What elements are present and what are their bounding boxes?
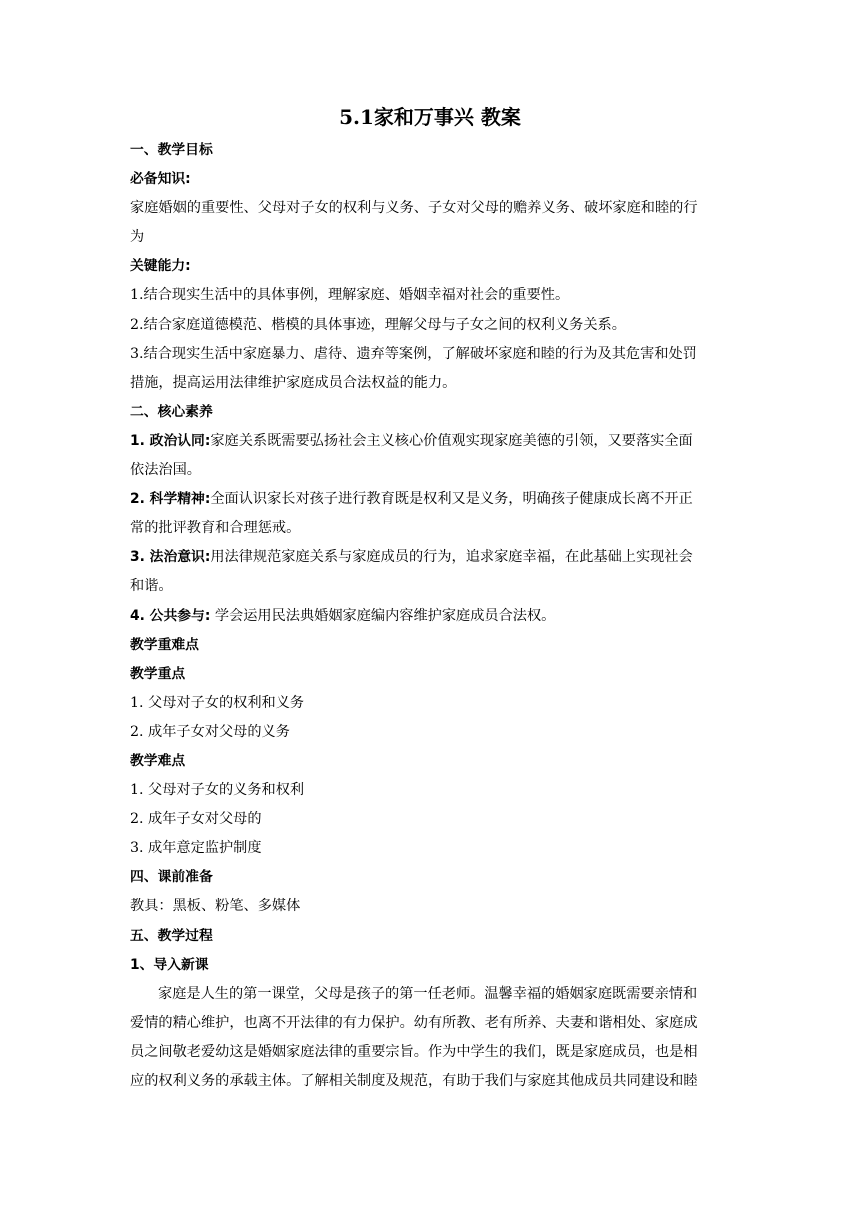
intro-heading: 1、导入新课 [130, 956, 209, 973]
literacy-item-continued: 常的批评教育和合理惩戒。 [130, 520, 301, 537]
difficulty-heading: 教学难点 [130, 752, 186, 769]
literacy-label: 4. 公共参与: [130, 607, 211, 624]
difficulty-item: 3. 成年意定监护制度 [130, 840, 262, 857]
literacy-item [130, 543, 730, 572]
knowledge-text-line: 为 [130, 229, 145, 246]
intro-paragraph-line: 家庭是人生的第一课堂，父母是孩子的第一任老师。温馨幸福的婚姻家庭既需要亲情和 [158, 985, 698, 1002]
difficulty-item: 2. 成年子女对父母的 [130, 811, 262, 828]
literacy-label: 1. 政治认同: [130, 432, 211, 449]
document-title: 5.1家和万事兴 教案 [339, 105, 521, 129]
ability-item: 2.结合家庭道德模范、楷模的具体事迹，理解父母与子女之间的权利义务关系。 [130, 316, 626, 333]
section-heading-literacy: 二、核心素养 [130, 403, 213, 420]
literacy-item-continued: 和谐。 [130, 578, 173, 595]
key-point-item: 2. 成年子女对父母的义务 [130, 723, 290, 740]
literacy-text: 学会运用民法典婚姻家庭编内容维护家庭成员合法权。 [210, 607, 556, 624]
literacy-label: 2. 科学精神: [130, 491, 211, 508]
knowledge-heading: 必备知识: [130, 171, 191, 188]
key-difficulty-heading: 教学重难点 [130, 636, 199, 653]
literacy-text: 全面认识家长对孩子进行教育既是权利又是义务，明确孩子健康成长离不开正 [210, 491, 693, 508]
section-heading-preparation: 四、课前准备 [130, 869, 213, 886]
ability-item: 1.结合现实生活中的具体事例，理解家庭、婚姻幸福对社会的重要性。 [130, 287, 570, 304]
section-heading-process: 五、教学过程 [130, 927, 213, 944]
literacy-item [130, 485, 730, 514]
literacy-label: 3. 法治意识: [130, 549, 211, 566]
literacy-text: 家庭关系既需要弘扬社会主义核心价值观实现家庭美德的引领，又要落实全面 [210, 432, 693, 449]
intro-paragraph-line: 爱情的精心维护，也离不开法律的有力保护。幼有所教、老有所养、夫妻和谐相处、家庭成 [130, 1014, 698, 1031]
tools-text: 教具：黑板、粉笔、多媒体 [130, 898, 301, 915]
literacy-text: 用法律规范家庭关系与家庭成员的行为，追求家庭幸福，在此基础上实现社会 [210, 549, 693, 566]
ability-item: 3.结合现实生活中家庭暴力、虐待、遗弃等案例，了解破坏家庭和睦的行为及其危害和处罚 [130, 345, 697, 362]
document-page [130, 100, 730, 1096]
literacy-item [130, 427, 730, 456]
ability-heading: 关键能力: [130, 258, 191, 275]
literacy-item-continued: 依法治国。 [130, 462, 201, 479]
difficulty-item: 1. 父母对子女的义务和权利 [130, 782, 305, 799]
literacy-item [130, 602, 730, 631]
knowledge-text-line: 家庭婚姻的重要性、父母对子女的权利与义务、子女对父母的赡养义务、破坏家庭和睦的行 [130, 200, 698, 217]
intro-paragraph-line: 员之间敬老爱幼这是婚姻家庭法律的重要宗旨。作为中学生的我们，既是家庭成员，也是相 [130, 1043, 698, 1060]
key-points-heading: 教学重点 [130, 665, 186, 682]
key-point-item: 1. 父母对子女的权利和义务 [130, 694, 305, 711]
section-heading-goals: 一、教学目标 [130, 142, 213, 158]
intro-paragraph-line: 应的权利义务的承载主体。了解相关制度及规范，有助于我们与家庭其他成员共同建设和睦 [130, 1073, 698, 1089]
ability-item-continued: 措施，提高运用法律维护家庭成员合法权益的能力。 [130, 374, 457, 391]
